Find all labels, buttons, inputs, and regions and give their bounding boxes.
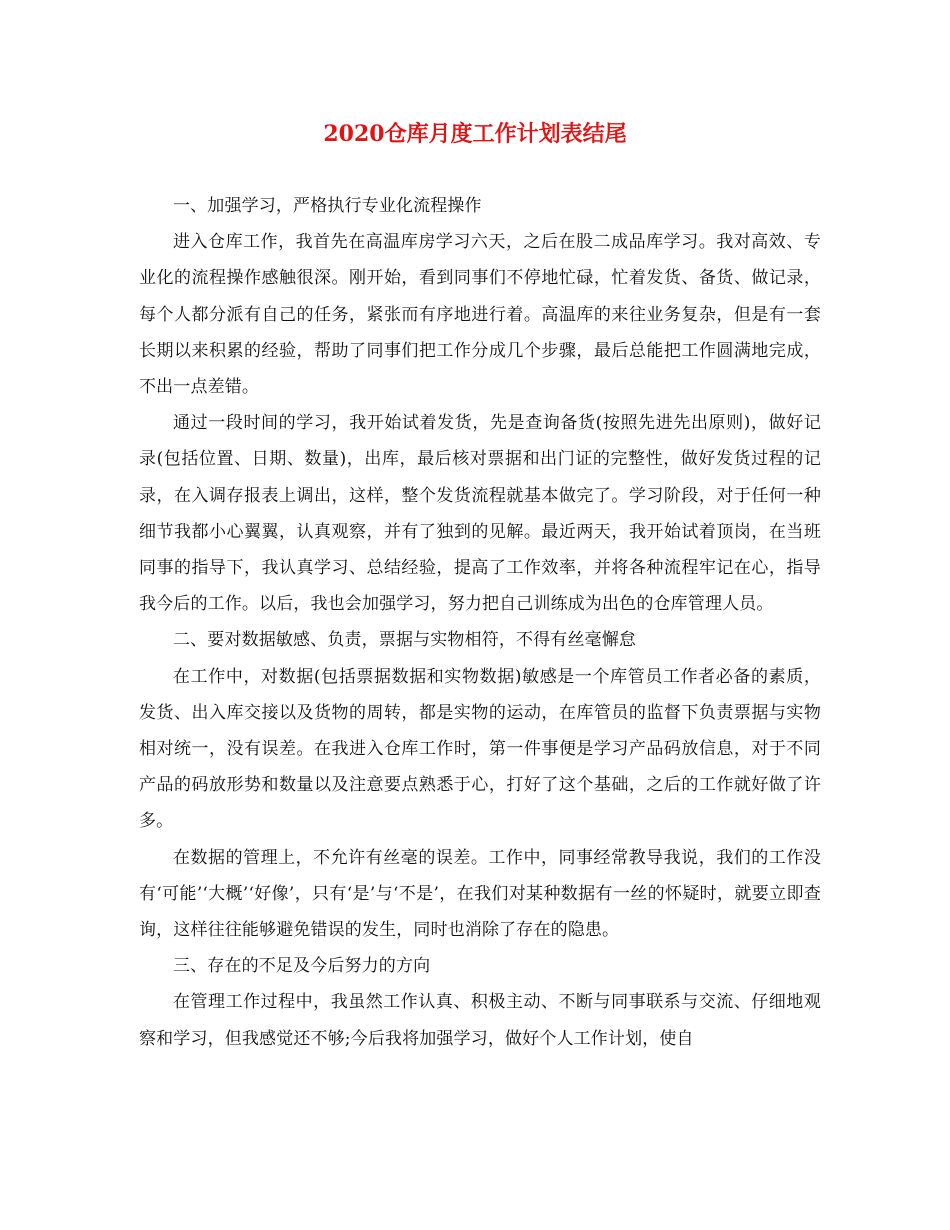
paragraph: 在工作中，对数据(包括票据数据和实物数据)敏感是一个库管员工作者必备的素质，发货、出入库交接以及货物的周转，都是实物的运动，在库管员的监督下负责票据与实物相对统一，没有误差。在我进入仓库工作时，第一件事便是学习产品码放信息，对于不同产品的码放形势和数量以及注意要点熟悉于心，打好了这个基础，之后的工作就好做了许多。: [139, 666, 821, 832]
document-title: 2020仓库月度工作计划表结尾: [323, 121, 627, 147]
paragraph: 在管理工作过程中，我虽然工作认真、积极主动、不断与同事联系与交流、仔细地观察和学习，但我感觉还不够;今后我将加强学习，做好个人工作计划，使自: [139, 992, 821, 1049]
section-heading-2: 二、要对数据敏感、负责，票据与实物相符，不得有丝毫懈怠: [173, 630, 637, 651]
paragraph: 通过一段时间的学习，我开始试着发货，先是查询备货(按照先进先出原则)，做好记录(包括位置、日期、数量)，出库，最后核对票据和出门证的完整性，做好发货过程的记录，在入调存报表上调出，这样，整个发货流程就基本做完了。学习阶段，对于任何一种细节我都小心翼翼，认真观察，并有了独到的见解。最近两天，我开始试着顶岗，在当班同事的指导下，我认真学习、总结经验，提高了工作效率，并将各种流程牢记在心，指导我今后的工作。以后，我也会加强学习，努力把自己训练成为出色的仓库管理人员。: [139, 413, 821, 615]
document-body: [139, 188, 821, 1057]
paragraph: 在数据的管理上，不允许有丝毫的误差。工作中，同事经常教导我说，我们的工作没有‘可能’‘大概’‘好像’，只有‘是’与‘不是’，在我们对某种数据有一丝的怀疑时，就要立即查询，这样往往能够避免错误的发生，同时也消除了存在的隐患。: [139, 847, 821, 941]
section-heading-3: 三、存在的不足及今后努力的方向: [173, 956, 431, 977]
section-heading-1: 一、加强学习，严格执行专业化流程操作: [173, 196, 482, 216]
paragraph: 进入仓库工作，我首先在高温库房学习六天，之后在股二成品库学习。我对高效、专业化的流程操作感触很深。刚开始，看到同事们不停地忙碌，忙着发货、备货、做记录，每个人都分派有自己的任务，紧张而有序地进行着。高温库的来往业务复杂，但是有一套长期以来积累的经验，帮助了同事们把工作分成几个步骤，最后总能把工作圆满地完成，不出一点差错。: [139, 232, 821, 398]
